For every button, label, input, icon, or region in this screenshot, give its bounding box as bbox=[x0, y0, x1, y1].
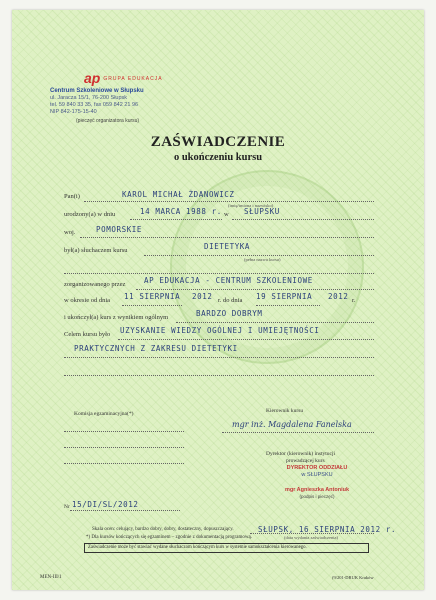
stamp-caption: (pieczęć organizatora kursu) bbox=[76, 117, 140, 124]
director-stamp-line-2: w SŁUPSKU bbox=[301, 472, 333, 479]
organizer-value: AP EDUKACJA - CENTRUM SZKOLENIOWE bbox=[144, 276, 313, 285]
number-value: 15/DI/SL/2012 bbox=[72, 500, 139, 509]
goal-value-2: PRAKTYCZNYCH Z ZAKRESU DIETETYKI bbox=[74, 344, 238, 353]
born-date-line bbox=[130, 219, 222, 220]
organizer-line bbox=[136, 289, 374, 290]
born-label: urodzony(a) w dniu bbox=[64, 211, 116, 218]
director-stamp-line-1: DYREKTOR ODDZIAŁU bbox=[286, 465, 348, 471]
goal-line-2 bbox=[64, 357, 374, 358]
voivodeship-label: woj. bbox=[64, 229, 76, 236]
stamp-line-2: ul. Jaracza 15/1, 76-200 Słupsk bbox=[50, 95, 128, 101]
commission-line-2 bbox=[64, 447, 184, 448]
goal-label: Celem kursu było bbox=[64, 331, 111, 338]
number-label: Nr bbox=[64, 504, 70, 510]
from-year: 2012 bbox=[192, 292, 213, 301]
goal-line-3 bbox=[64, 375, 374, 376]
manager-signature: mgr inż. Magdalena Fanelska bbox=[232, 420, 352, 429]
commission-line-1 bbox=[64, 431, 184, 432]
name-value: KAROL MICHAŁ ŻDANOWICZ bbox=[122, 190, 235, 199]
director-label-2: prowadzącej kurs bbox=[286, 458, 325, 464]
result-label: i ukończył(a) kurs z wynikiem ogólnym bbox=[64, 314, 169, 321]
course-line bbox=[144, 255, 374, 256]
manager-line bbox=[222, 432, 374, 433]
name-label: Pan(i) bbox=[64, 193, 80, 200]
organizer-stamp bbox=[50, 70, 170, 124]
certificate-subtitle: o ukończeniu kursu bbox=[173, 152, 263, 163]
grading-scale-note: Skala ocen: celujący, bardzo dobry, dobry, dostateczny, dopuszczający. bbox=[92, 527, 234, 532]
result-line bbox=[176, 322, 374, 323]
director-label-1: Dyrektor (kierownik) instytucji bbox=[266, 451, 336, 457]
to-label: r. do dnia bbox=[218, 297, 243, 304]
course-line-2 bbox=[64, 273, 374, 274]
goal-line-1 bbox=[118, 339, 374, 340]
form-code: MEN-III/1 bbox=[40, 575, 62, 580]
from-line bbox=[122, 305, 182, 306]
director-stamp bbox=[262, 465, 372, 500]
director-stamp-line-3: mgr Agnieszka Antoniuk bbox=[284, 487, 350, 494]
from-label: w okresie od dnia bbox=[64, 297, 111, 304]
result-value: BARDZO DOBRYM bbox=[196, 309, 263, 318]
to-value: 19 SIERPNIA bbox=[256, 292, 313, 301]
born-place-line bbox=[232, 219, 374, 220]
course-hint: (pełna nazwa kursu) bbox=[244, 257, 281, 262]
manager-label: Kierownik kursu bbox=[266, 408, 304, 414]
stamp-group: GRUPA EDUKACJA bbox=[103, 75, 163, 82]
number-line bbox=[70, 510, 180, 511]
name-line bbox=[84, 201, 374, 202]
issue-date-line bbox=[250, 533, 374, 534]
issue-date-hint: (data wydania zaświadczenia) bbox=[284, 535, 338, 540]
from-value: 11 SIERPNIA bbox=[124, 292, 181, 301]
stamp-logo bbox=[84, 70, 170, 88]
commission-line-3 bbox=[64, 463, 184, 464]
born-place: SŁUPSKU bbox=[244, 207, 280, 216]
certificate-title: ZAŚWIADCZENIE bbox=[150, 134, 286, 150]
to-suffix: r. bbox=[352, 297, 356, 304]
born-in-label: w bbox=[224, 211, 229, 218]
issue-place-date: SŁUPSK, 16 SIERPNIA 2012 r. bbox=[258, 525, 397, 534]
print-code: (9/201-DRUK Kraków bbox=[332, 575, 374, 580]
director-caption: (podpis i pieczęć) bbox=[299, 494, 335, 500]
to-year: 2012 bbox=[328, 292, 349, 301]
course-value: DIETETYKA bbox=[204, 242, 251, 251]
goal-value-1: UZYSKANIE WIEDZY OGÓLNEJ I UMIEJĘTNOŚCI bbox=[120, 326, 320, 335]
stamp-line-1: Centrum Szkoleniowe w Słupsku bbox=[50, 87, 144, 94]
voivodeship-line bbox=[80, 237, 374, 238]
participant-label: był(a) słuchaczem kursu bbox=[64, 247, 128, 254]
organizer-label: zorganizowanego przez bbox=[64, 281, 126, 288]
exam-footnote: *) Dla kursów kończących się egzaminem – zgodnie z dokumentacją programową. bbox=[86, 535, 252, 540]
stamp-line-3: tel. 59 840 33 35, fax 059 842 21 96 bbox=[50, 101, 139, 108]
self-study-note: Zaświadczenie może być stawiać wydane słuchaczom kończącym kurs w systemie samokształcenia kierowanego. bbox=[84, 543, 369, 553]
stamp-line-4: NIP 842-175-15-40 bbox=[50, 108, 97, 115]
ap-logo: ap bbox=[84, 70, 101, 86]
voivodeship-value: POMORSKIE bbox=[96, 225, 143, 234]
born-date: 14 MARCA 1988 r. bbox=[140, 207, 222, 216]
commission-label: Komisja egzaminacyjna(*) bbox=[74, 411, 134, 417]
name-hint: (imię/imiona i nazwisko) bbox=[228, 203, 274, 208]
to-line bbox=[256, 305, 320, 306]
